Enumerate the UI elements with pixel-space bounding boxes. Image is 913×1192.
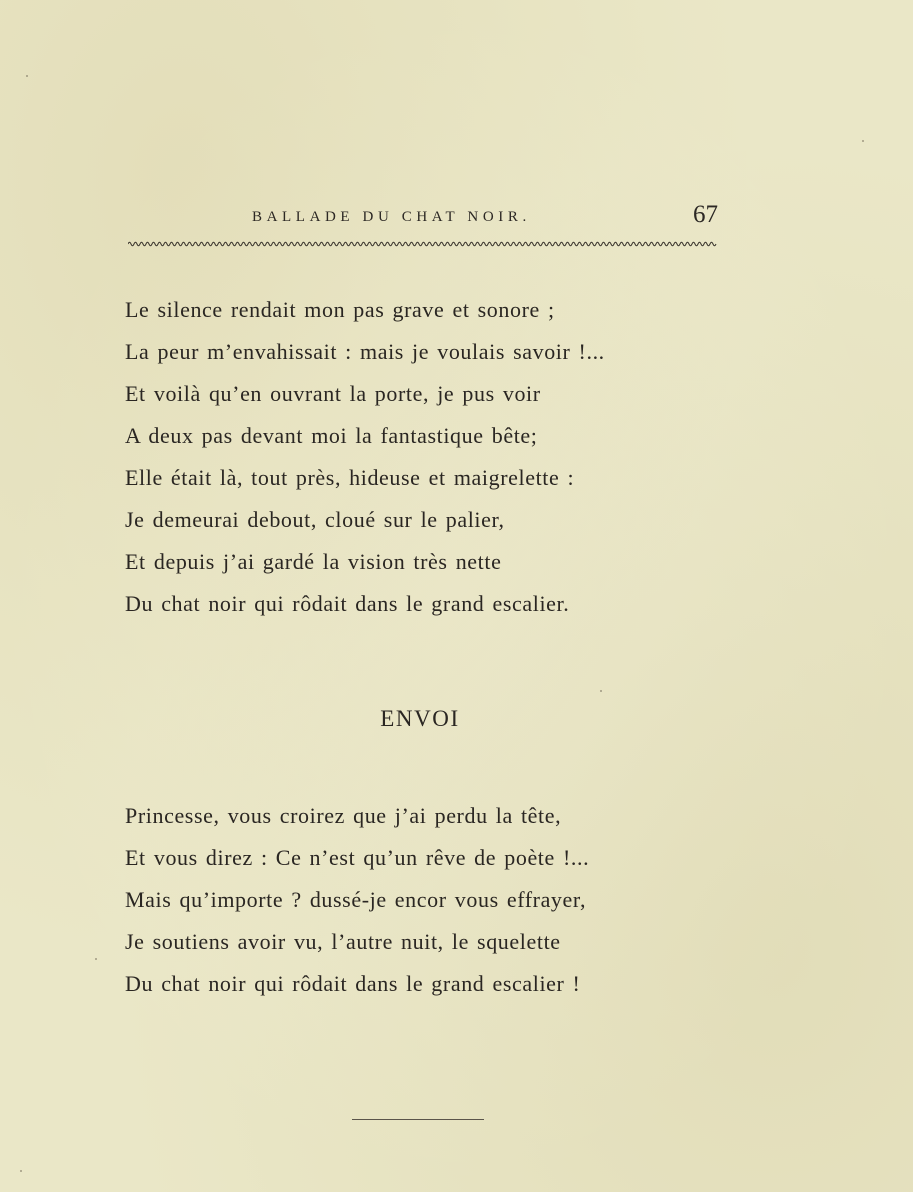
verse-line: Et voilà qu’en ouvrant la porte, je pus voir — [125, 381, 541, 406]
verse-line: A deux pas devant moi la fantastique bête; — [125, 423, 538, 448]
paper-speck — [862, 140, 864, 142]
verse-line: Du chat noir qui rôdait dans le grand escalier. — [125, 591, 570, 616]
verse-line: La peur m’envahissait : mais je voulais savoir !... — [125, 339, 605, 364]
verse-line: Le silence rendait mon pas grave et sonore ; — [125, 297, 555, 322]
verse-line: Je soutiens avoir vu, l’autre nuit, le squelette — [125, 929, 561, 954]
paper-speck — [20, 1170, 22, 1172]
paper-speck — [95, 958, 97, 960]
verse-line: Du chat noir qui rôdait dans le grand escalier ! — [125, 971, 581, 996]
verse-line: Mais qu’importe ? dussé-je encor vous effrayer, — [125, 887, 587, 912]
envoi-heading: ENVOI — [380, 706, 460, 731]
verse-line: Et vous direz : Ce n’est qu’un rêve de poète !... — [125, 845, 590, 870]
running-header — [252, 203, 720, 235]
running-title: BALLADE DU CHAT NOIR. — [252, 209, 531, 225]
envoi-verses — [125, 795, 589, 1005]
page-number: 67 — [693, 201, 718, 228]
paper-speck — [600, 690, 602, 692]
verse-line: Et depuis j’ai gardé la vision très nette — [125, 549, 502, 574]
end-rule — [352, 1119, 484, 1120]
stanza-verses — [125, 289, 605, 625]
paper-speck — [26, 75, 28, 77]
verse-line: Princesse, vous croirez que j’ai perdu la tête, — [125, 803, 562, 828]
verse-line: Je demeurai debout, cloué sur le palier, — [125, 507, 505, 532]
wavy-rule-ornament — [128, 239, 718, 249]
verse-line: Elle était là, tout près, hideuse et maigrelette : — [125, 465, 575, 490]
